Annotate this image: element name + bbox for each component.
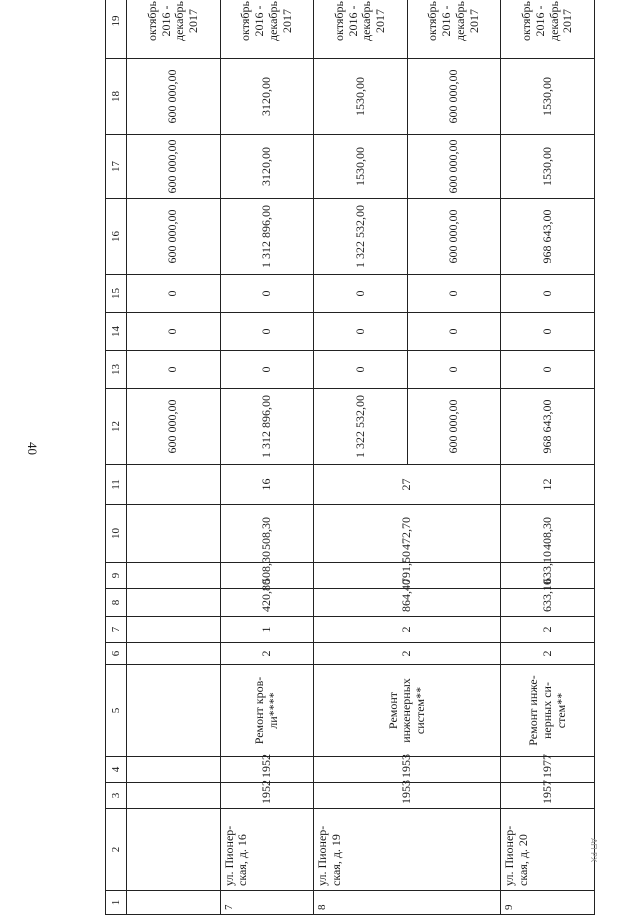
cell-value: 16 [220, 465, 314, 505]
watermark: АП РХ [589, 838, 598, 863]
table-row [314, 0, 408, 915]
cell-number [127, 891, 221, 915]
cell-value: 1 [220, 617, 314, 643]
col-17: 17 [106, 135, 127, 199]
cell-work-type [127, 665, 221, 757]
cell-amount: 968 643,00 [501, 199, 595, 275]
col-15: 15 [106, 275, 127, 313]
cell-value: 2 [501, 617, 595, 643]
cell-amount: 1 312 896,00 [220, 199, 314, 275]
cell-amount: 600 000,00 [407, 389, 501, 465]
cell-amount: 600 000,00 [127, 59, 221, 135]
col-16: 16 [106, 199, 127, 275]
cell-value: 508,30 [220, 505, 314, 563]
table-row [501, 0, 595, 915]
cell-value: 472,70 [314, 505, 501, 563]
cell-amount: 600 000,00 [407, 59, 501, 135]
col-5: 5 [106, 665, 127, 757]
cell-amount: 0 [127, 313, 221, 351]
table-rotated [105, 1, 595, 915]
cell-amount: 600 000,00 [407, 199, 501, 275]
cell-amount: 1 322 532,00 [314, 389, 408, 465]
program-table [105, 0, 595, 915]
cell-amount: 0 [220, 313, 314, 351]
cell-amount: 600 000,00 [127, 389, 221, 465]
cell-value: 2 [314, 617, 501, 643]
cell-amount: 1530,00 [501, 135, 595, 199]
cell-amount: 600 000,00 [407, 135, 501, 199]
col-10: 10 [106, 505, 127, 563]
cell-year: 1957 [501, 783, 595, 809]
page-number: 40 [25, 442, 40, 455]
col-8: 8 [106, 589, 127, 617]
cell-amount: 3120,00 [220, 135, 314, 199]
cell-value: 27 [314, 465, 501, 505]
cell-number: 8 [314, 891, 501, 915]
cell-work-type: Ремонт инженерных систем** [314, 665, 501, 757]
col-2: 2 [106, 809, 127, 891]
cell-address [127, 809, 221, 891]
cell-value [127, 563, 221, 589]
cell-amount: 0 [407, 313, 501, 351]
cell-year: 1953 [314, 783, 501, 809]
cell-value: 633,10 [501, 563, 595, 589]
table-row [220, 0, 314, 915]
cell-value: 2 [314, 643, 501, 665]
cell-year: 1977 [501, 757, 595, 783]
col-6: 6 [106, 643, 127, 665]
col-3: 3 [106, 783, 127, 809]
cell-amount: 0 [220, 351, 314, 389]
col-1: 1 [106, 891, 127, 915]
cell-value [127, 643, 221, 665]
cell-amount: 0 [501, 313, 595, 351]
cell-value: 420,80 [220, 589, 314, 617]
col-7: 7 [106, 617, 127, 643]
cell-year [127, 783, 221, 809]
cell-value: 791,50 [314, 563, 501, 589]
cell-amount: 0 [501, 275, 595, 313]
cell-period: октябрь 2016 - декабрь 2017 [501, 0, 595, 59]
cell-number: 9 [501, 891, 595, 915]
cell-number: 7 [220, 891, 314, 915]
cell-amount: 0 [407, 351, 501, 389]
cell-amount: 0 [314, 351, 408, 389]
cell-amount: 968 643,00 [501, 389, 595, 465]
cell-value: 2 [220, 643, 314, 665]
cell-amount: 600 000,00 [127, 135, 221, 199]
cell-value: 2 [501, 643, 595, 665]
cell-period: октябрь 2016 - декабрь 2017 [127, 0, 221, 59]
cell-amount: 0 [127, 275, 221, 313]
cell-year: 1953 [314, 757, 501, 783]
cell-amount: 1530,00 [314, 135, 408, 199]
cell-amount: 1 312 896,00 [220, 389, 314, 465]
cell-year: 1952 [220, 783, 314, 809]
cell-amount: 0 [407, 275, 501, 313]
col-18: 18 [106, 59, 127, 135]
cell-value: 408,30 [501, 505, 595, 563]
cell-value [127, 617, 221, 643]
cell-year: 1952 [220, 757, 314, 783]
col-11: 11 [106, 465, 127, 505]
cell-period: октябрь 2016 - декабрь 2017 [220, 0, 314, 59]
col-14: 14 [106, 313, 127, 351]
cell-amount: 0 [314, 313, 408, 351]
table-row [127, 0, 221, 915]
cell-value: 508,30 [220, 563, 314, 589]
col-4: 4 [106, 757, 127, 783]
col-13: 13 [106, 351, 127, 389]
cell-work-type: Ремонт инже-нерных си-стем** [501, 665, 595, 757]
cell-amount: 1530,00 [501, 59, 595, 135]
col-19: 19 [106, 0, 127, 59]
header-row [106, 0, 127, 915]
cell-amount: 1530,00 [314, 59, 408, 135]
cell-amount: 1 322 532,00 [314, 199, 408, 275]
cell-value: 864,40 [314, 589, 501, 617]
cell-address: ул. Пионер-ская, д. 16 [220, 809, 314, 891]
cell-amount: 0 [127, 351, 221, 389]
cell-work-type: Ремонт кров-ли**** [220, 665, 314, 757]
cell-amount: 0 [314, 275, 408, 313]
cell-amount: 600 000,00 [127, 199, 221, 275]
cell-address: ул. Пионер-ская, д. 19 [314, 809, 501, 891]
cell-period: октябрь 2016 - декабрь 2017 [314, 0, 408, 59]
cell-amount: 3120,00 [220, 59, 314, 135]
cell-value [127, 465, 221, 505]
cell-year [127, 757, 221, 783]
col-9: 9 [106, 563, 127, 589]
cell-address: ул. Пионер-ская, д. 20 [501, 809, 595, 891]
cell-value [127, 505, 221, 563]
cell-value: 12 [501, 465, 595, 505]
cell-amount: 0 [220, 275, 314, 313]
cell-amount: 0 [501, 351, 595, 389]
cell-period: октябрь 2016 - декабрь 2017 [407, 0, 501, 59]
cell-value [127, 589, 221, 617]
col-12: 12 [106, 389, 127, 465]
cell-value: 633,10 [501, 589, 595, 617]
